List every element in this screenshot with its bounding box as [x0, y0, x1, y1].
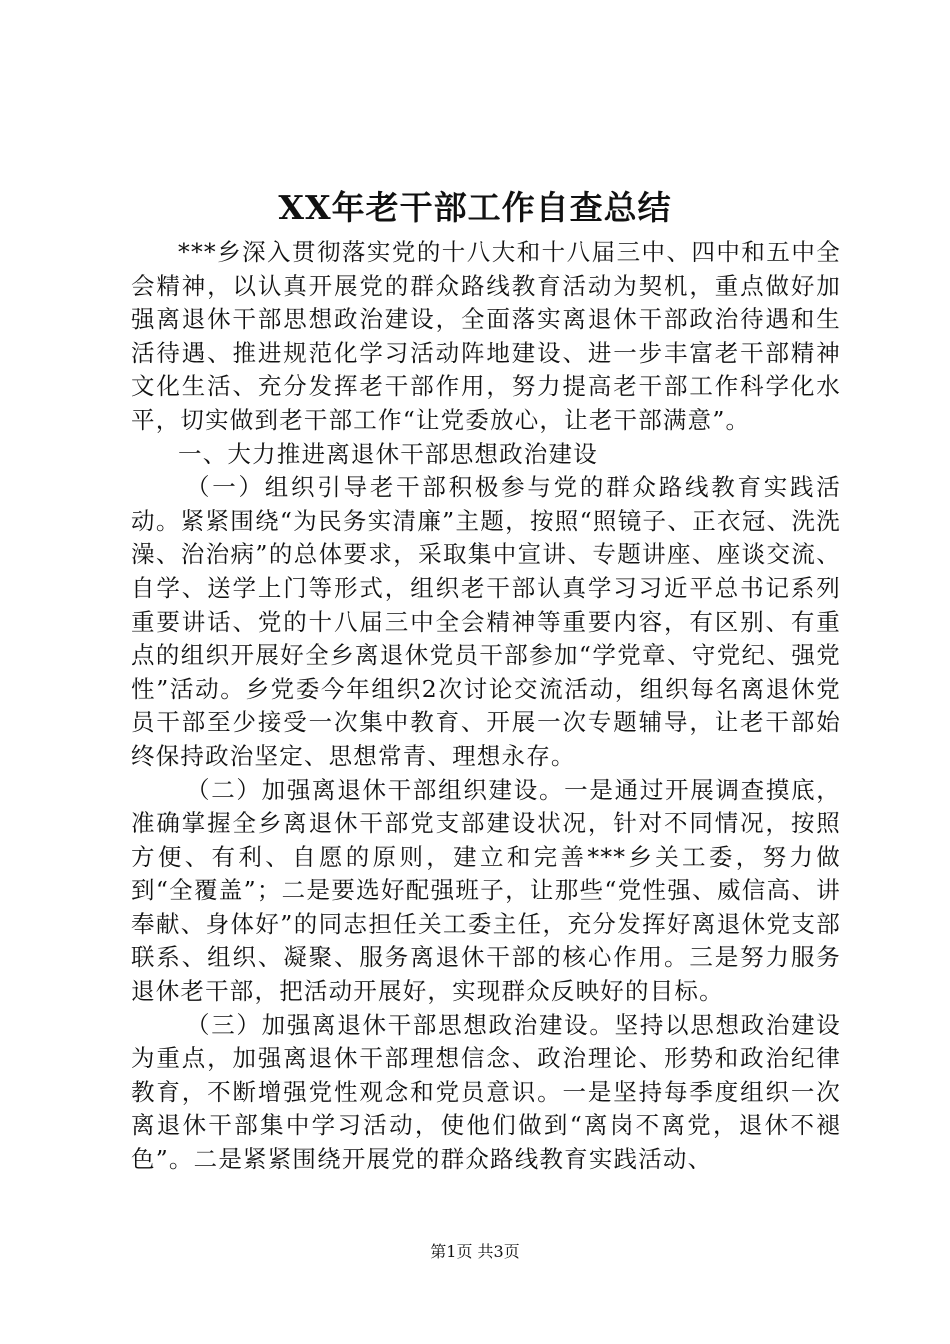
document-body [131, 236, 841, 1177]
subsection-paragraph-3: （三）加强离退休干部思想政治建设。坚持以思想政治建设为重点，加强离退休干部理想信念、政治理论、形势和政治纪律教育，不断增强党性观念和党员意识。一是坚持每季度组织一次离退休干部集中学习活动，使他们做到“离岗不离党，退休不褪色”。二是紧紧围绕开展党的群众路线教育实践活动、 [131, 1010, 841, 1174]
page-footer: 第1页 共3页 [430, 1242, 520, 1261]
subsection-paragraph-1: （一）组织引导老干部积极参与党的群众路线教育实践活动。紧紧围绕“为民务实清廉”主题，按照“照镜子、正衣冠、洗洗澡、治治病”的总体要求，采取集中宣讲、专题讲座、座谈交流、自学、送学上门等形式，组织老干部认真学习习近平总书记系列重要讲话、党的十八届三中全会精神等重要内容，有区别、有重点的组织开展好全乡离退休党员干部参加“学党章、守党纪、强党性”活动。乡党委今年组织2次讨论交流活动，组织每名离退休党员干部至少接受一次集中教育、开展一次专题辅导，让老干部始终保持政治坚定、思想常青、理想永存。 [131, 473, 841, 770]
document-title: XX年老干部工作自查总结 [278, 188, 672, 227]
intro-paragraph: ***乡深入贯彻落实党的十八大和十八届三中、四中和五中全会精神，以认真开展党的群众路线教育活动为契机，重点做好加强离退休干部思想政治建设，全面落实离退休干部政治待遇和生活待遇、推进规范化学习活动阵地建设、进一步丰富老干部精神文化生活、充分发挥老干部作用，努力提高老干部工作科学化水平，切实做到老干部工作“让党委放心，让老干部满意”。 [131, 238, 841, 434]
section-heading: 一、大力推进离退休干部思想政治建设 [178, 439, 598, 468]
subsection-paragraph-2: （二）加强离退休干部组织建设。一是通过开展调查摸底，准确掌握全乡离退休干部党支部建设状况，针对不同情况，按照方便、有利、自愿的原则，建立和完善***乡关工委，努力做到“全覆盖”；二是要选好配强班子，让那些“党性强、威信高、讲奉献、身体好”的同志担任关工委主任，充分发挥好离退休党支部联系、组织、凝聚、服务离退休干部的核心作用。三是努力服务退休老干部，把活动开展好，实现群众反映好的目标。 [131, 775, 841, 1006]
